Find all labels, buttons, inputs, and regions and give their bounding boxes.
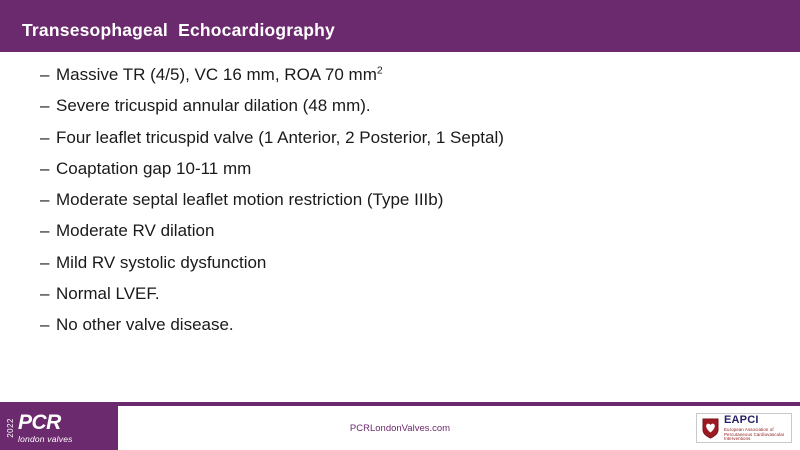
eapci-tagline: European Association of Percutaneous Cardiovascular Interventions (724, 427, 785, 441)
bullet-dash-icon: – (40, 315, 50, 334)
list-item (40, 283, 760, 305)
list-item (40, 220, 760, 242)
footer-year-label: 2022 (6, 418, 15, 438)
bullet-dash-icon: – (40, 96, 50, 116)
eapci-text-block (724, 415, 791, 442)
list-item (40, 95, 760, 117)
list-item (40, 189, 760, 211)
list-item-label: Four leaflet tricuspid valve (1 Anterior, 2 Posterior, 1 Septal) (56, 127, 504, 147)
bullet-dash-icon: – (40, 283, 50, 303)
list-item (40, 252, 760, 274)
list-item (40, 314, 760, 336)
pcr-logo-subtitle: london valves (18, 434, 73, 445)
bullet-dash-icon: – (40, 221, 50, 241)
list-item-label: Mild RV systolic dysfunction (56, 252, 267, 272)
list-item-label: No other valve disease. (56, 315, 234, 334)
list-item-label: Massive TR (4/5), VC 16 mm, ROA 70 $mm^2$ (56, 64, 383, 84)
superscript: 2 (376, 64, 383, 77)
bullet-list (40, 64, 760, 345)
pcr-logo-word: PCR (18, 411, 61, 435)
list-item-label: Moderate RV dilation (56, 221, 215, 241)
bullet-dash-icon: – (40, 190, 50, 209)
shield-icon (702, 418, 719, 439)
list-item-label: Moderate septal leaflet motion restriction (Type IIIb) (56, 190, 444, 209)
bullet-dash-icon: – (40, 127, 50, 147)
list-item (40, 64, 760, 86)
eapci-name: EAPCI (724, 413, 759, 426)
list-item-label: Coaptation gap 10-11 mm (56, 158, 252, 178)
list-item-label: Normal LVEF. (56, 283, 160, 303)
pcr-london-valves-logo (0, 406, 118, 450)
pcr-logo (18, 412, 73, 444)
bullet-dash-icon: – (40, 252, 50, 272)
bullet-dash-icon: – (40, 158, 50, 178)
bullet-dash-icon: – (40, 65, 50, 84)
footer-website-text: PCRLondonValves.com (349, 422, 451, 434)
list-item (40, 158, 760, 180)
eapci-logo (696, 413, 792, 443)
list-item-label: Severe tricuspid annular dilation (48 mm). (56, 96, 371, 116)
page-title: Transesophageal Echocardiography (22, 20, 335, 40)
list-item (40, 127, 760, 149)
slide-footer (0, 406, 800, 450)
